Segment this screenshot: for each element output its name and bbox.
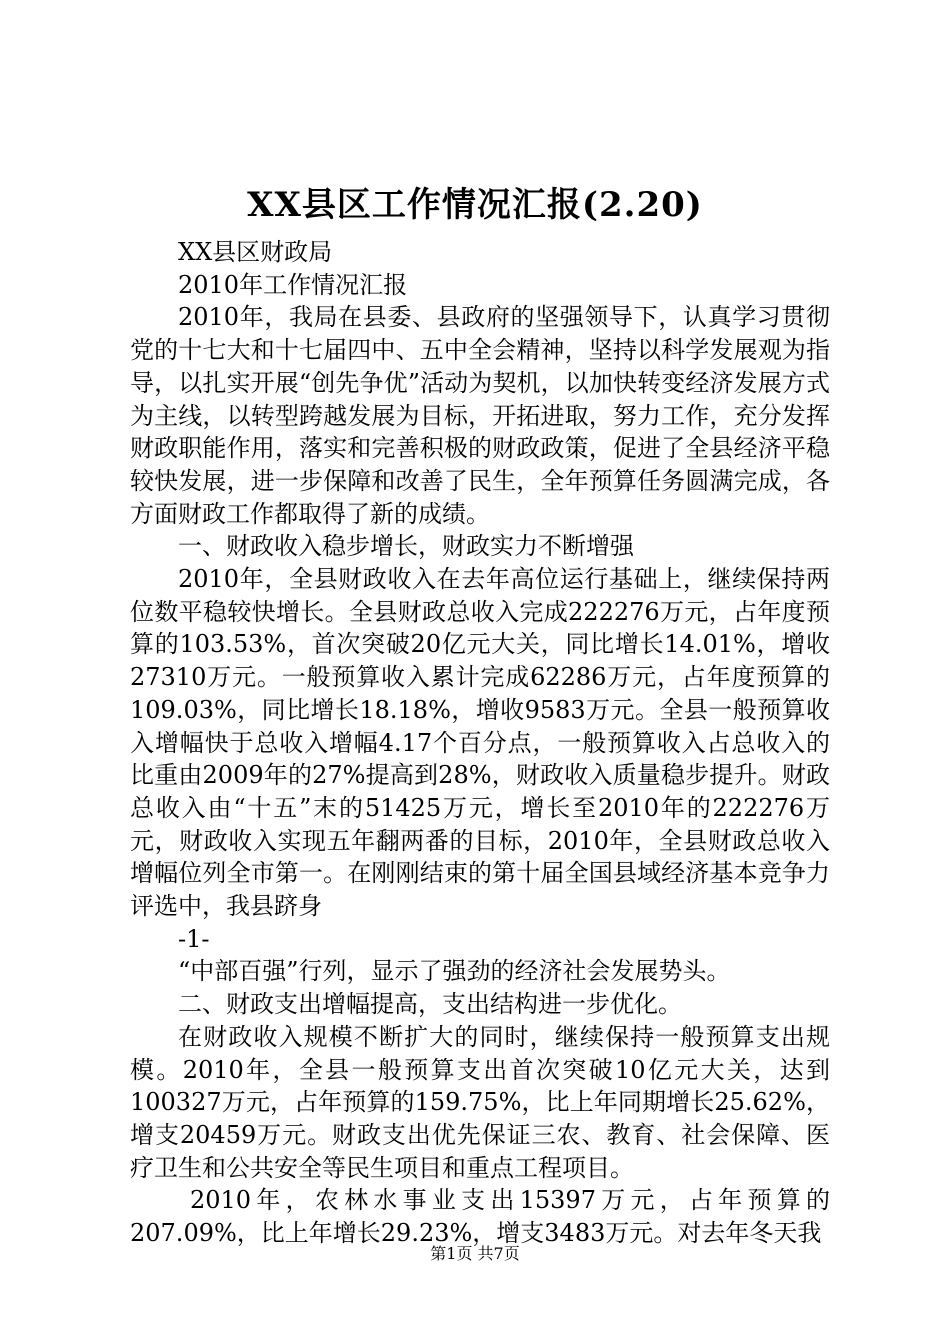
paragraph-report-title: 2010年工作情况汇报 [178,270,408,299]
page-footer: 第1页 共7页 [430,1244,520,1263]
paragraph-agriculture: 2010年，农林水事业支出15397万元，占年预算的207.09%，比上年增长29.23%，增支3483万元。对去年冬天我 [130,1186,830,1248]
paragraph-organization: XX县区财政局 [178,238,333,266]
document-title: XX县区工作情况汇报(2.20) [247,185,703,225]
paragraph-continuation: “中部百强”行列，显示了强劲的经济社会发展势头。 [178,957,731,986]
section-heading-revenue: 一、财政收入稳步增长，财政实力不断增强 [178,532,634,561]
document-body [130,236,830,1250]
paragraph-expenditure: 在财政收入规模不断扩大的同时，继续保持一般预算支出规模。2010年，全县一般预算支出首次突破10亿元大关，达到100327万元，占年预算的159.75%，比上年同期增长25.62%，增支20459万元。财政支出优先保证三农、教育、社会保障、医疗卫生和公共安全等民生项目和重点工程项目。 [130,1022,830,1182]
page-marker: -1- [178,924,210,953]
paragraph-intro: 2010年，我局在县委、县政府的坚强领导下，认真学习贯彻党的十七大和十七届四中、五中全会精神，坚持以科学发展观为指导，以扎实开展“创先争优”活动为契机，以加快转变经济发展方式为主线，以转型跨越发展为目标，开拓进取，努力工作，充分发挥财政职能作用，落实和完善积极的财政政策，促进了全县经济平稳较快发展，进一步保障和改善了民生，全年预算任务圆满完成，各方面财政工作都取得了新的成绩。 [130,303,830,528]
paragraph-revenue: 2010年，全县财政收入在去年高位运行基础上，继续保持两位数平稳较快增长。全县财政总收入完成222276万元，占年度预算的103.53%，首次突破20亿元大关，同比增长14.01%，增收27310万元。一般预算收入累计完成62286万元，占年度预算的109.03%，同比增长18.18%，增收9583万元。全县一般预算收入增幅快于总收入增幅4.17个百分点，一般预算收入占总收入的比重由2009年的27%提高到28%，财政收入质量稳步提升。财政总收入由“十五”末的51425万元，增长至2010年的222276万元，财政收入实现五年翻两番的目标，2010年，全县财政总收入增幅位列全市第一。在刚刚结束的第十届全国县域经济基本竞争力评选中，我县跻身 [130,565,830,921]
section-heading-expenditure: 二、财政支出增幅提高，支出结构进一步优化。 [178,990,682,1019]
